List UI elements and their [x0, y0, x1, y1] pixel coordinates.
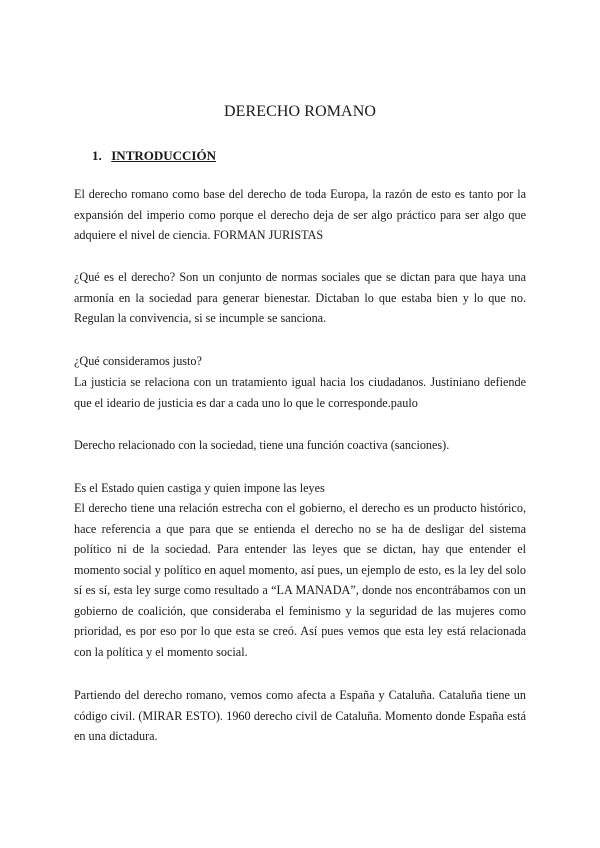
paragraph-justice: La justicia se relaciona con un tratamiento igual hacia los ciudadanos. Justiniano defiende que el ideario de justicia es dar a cada uno lo que le corresponde.paulo [74, 375, 526, 410]
paragraph-what-is-law: ¿Qué es el derecho? Son un conjunto de normas sociales que se dictan para que haya una armonía en la sociedad para generar bienestar. Dictaban lo que estaba bien y lo que no. Regulan la convivencia, si se incumple se sanciona. [74, 270, 526, 325]
document-title: DERECHO ROMANO [223, 103, 377, 120]
paragraph-law-society: Derecho relacionado con la sociedad, tiene una función coactiva (sanciones). [74, 438, 450, 452]
paragraph-spain-catalonia: Partiendo del derecho romano, vemos como afecta a España y Cataluña. Cataluña tiene un código civil. (MIRAR ESTO). 1960 derecho civil de Cataluña. Momento donde España está en una dictadura. [74, 688, 526, 743]
paragraph-law-government: El derecho tiene una relación estrecha con el gobierno, el derecho es un producto histórico, hace referencia a que para que se entienda el derecho no se ha de desligar del sistema político ni de la sociedad. Para entender las leyes que se dictan, hay que entender el momento social y político en aquel momento, así pues, un ejemplo de esto, es la ley del solo sí es sí, esta ley surge como resultado a “LA MANADA”, donde nos encontrábamos con un gobierno de coalición, que consideraba el feminismo y la seguridad de las mujeres como prioridad, es por eso por lo que esta se creó. Así pues vemos que esta ley está relacionada con la política y el momento social. [74, 501, 526, 659]
section-number: 1. [92, 148, 102, 163]
paragraph-state-lead: Es el Estado quien castiga y quien impone las leyes [74, 481, 325, 495]
paragraph-intro: El derecho romano como base del derecho de toda Europa, la razón de esto es tanto por la expansión del imperio como porque el derecho deja de ser algo práctico para ser algo que adquiere el nivel de ciencia. FORMAN JURISTAS [74, 187, 526, 242]
paragraph-question-justice: ¿Qué consideramos justo? [74, 354, 202, 368]
section-heading [92, 148, 216, 164]
section-title: INTRODUCCIÓN [111, 148, 216, 163]
